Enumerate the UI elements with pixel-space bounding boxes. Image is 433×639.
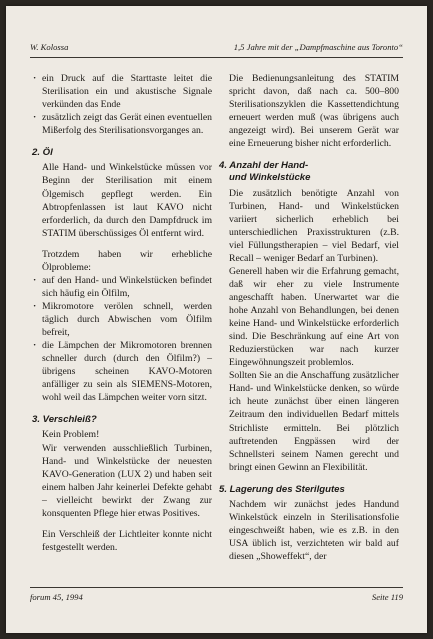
paragraph-trotzdem: Trotzdem haben wir erhebliche Ölprobleme: <box>42 248 212 273</box>
paragraph-lichtleiter: Ein Verschleiß der Lichtleiter konnte nicht festgestellt werden. <box>42 528 212 553</box>
left-column <box>32 72 212 554</box>
list-item: · die Lämpchen der Mikromotoren brennen schneller durch (durch den Ölfilm?) – übrigens scheinen KAVO-Motoren anfälliger zu sein als SIEMENS-Motoren, wohl weil das Lämpchen weiter vorn sitzt. <box>32 339 212 404</box>
footer-page-number: Seite 119 <box>371 592 403 602</box>
paragraph-oel: Alle Hand- und Winkelstücke müssen vor Beginn der Sterilisation mit einem Ölgemisch gepflegt werden. Ein Abtropfenlassen ist laut KAVO nicht erforderlich, da durch den Dampfdruck im STATIM überschüssiges Öl entfernt wird. <box>42 162 212 239</box>
section-heading-oel: 2. Öl <box>32 147 53 159</box>
footer-rule <box>30 587 403 588</box>
header-author: W. Kolossa <box>30 42 69 52</box>
paragraph-anschaffung: Sollten Sie an die Anschaffung zusätzlicher Hand- und Winkelstücke denken, so würde ich heute zunächst über einen längeren Zeitraum den individuellen Bedarf mittels Strichliste ermitteln. Bei plötzlich auftretenden Engpässen wird der Schnellsteri seinem Namen gerecht und bringt einen Gewinn an Flexibilität. <box>229 370 399 473</box>
section-heading-verschleiss: 3. Verschleiß? <box>32 414 97 426</box>
paragraph-generell: Generell haben wir die Erfahrung gemacht, daß wir eher zu viele Instrumente angeschafft haben. Unerwartet war die hohe Anzahl von Behandlungen, bei denen keine Hand- und Winkelstücke erforderlich sind. Die Beschränkung auf eine Art von Reduzierstücken war nach kurzer Eingewöhnungszeit problemlos. <box>229 265 399 369</box>
list-item: · Mikromotore verölen schnell, werden täglich durch Abwischen vom Ölfilm befreit, <box>32 300 212 339</box>
list-item: · auf den Hand- und Winkelstücken befindet sich häufig ein Ölfilm, <box>32 274 212 300</box>
header-rule <box>30 57 403 58</box>
paragraph-anzahl: Die zusätzlich benötigte Anzahl von Turbinen, Hand- und Winkelstücken variiert sicherlich erheblich bei unterschiedlichen Praxisstrukturen (z.B. viel Füllungstherapien – viel Bedarf, viel Recall – weniger Bedarf an Turbinen). <box>229 187 399 264</box>
paragraph-bedienungsanleitung: Die Bedienungsanleitung des STATIM spricht davon, daß nach ca. 500–800 Sterilisationszyklen die Kassettendichtung erneuert werden muß (was übrigens auch angezeigt wird). Bei unserem Gerät war eine Erneuerung bisher nicht erforderlich. <box>229 73 399 150</box>
paragraph-turbinen: Wir verwenden ausschließlich Turbinen, Hand- und Winkelstücke der neuesten KAVO-Generation (LUX 2) und haben seit einem halben Jahr keinerlei Defekte gehabt – vielleicht bewirkt der Zwang zur konsquenten Pflege hier etwas Positives. <box>42 442 212 519</box>
list-item: · ein Druck auf die Starttaste leitet die Sterilisation ein und akustische Signale verkünden das Ende <box>32 72 212 111</box>
document-page <box>6 6 427 633</box>
heading-line: 4. Anzahl der Hand- <box>219 160 309 172</box>
list-item: · zusätzlich zeigt das Gerät einen eventuellen Mißerfolg des Sterilisationsvorganges an. <box>32 111 212 137</box>
heading-line: und Winkelstücke <box>229 172 311 184</box>
sterilisation-bullet-list <box>32 72 212 137</box>
footer-journal: forum 45, 1994 <box>30 592 83 602</box>
right-column <box>219 72 399 563</box>
paragraph-lagerung: Nachdem wir zunächst jedes Handund Winkelstück einzeln in Sterilisationsfolie eingeschweißt haben, wie es z.B. in den USA üblich ist, verzichteten wir bald auf diesen „Showeffekt“, der <box>229 498 399 563</box>
oel-problem-list <box>32 274 212 404</box>
header-title: 1,5 Jahre mit der „Dampfmaschine aus Toronto“ <box>233 42 403 52</box>
section-heading-anzahl <box>219 160 399 184</box>
section-heading-lagerung: 5. Lagerung des Sterilgutes <box>219 483 345 495</box>
paragraph-kein-problem: Kein Problem! <box>42 429 100 441</box>
